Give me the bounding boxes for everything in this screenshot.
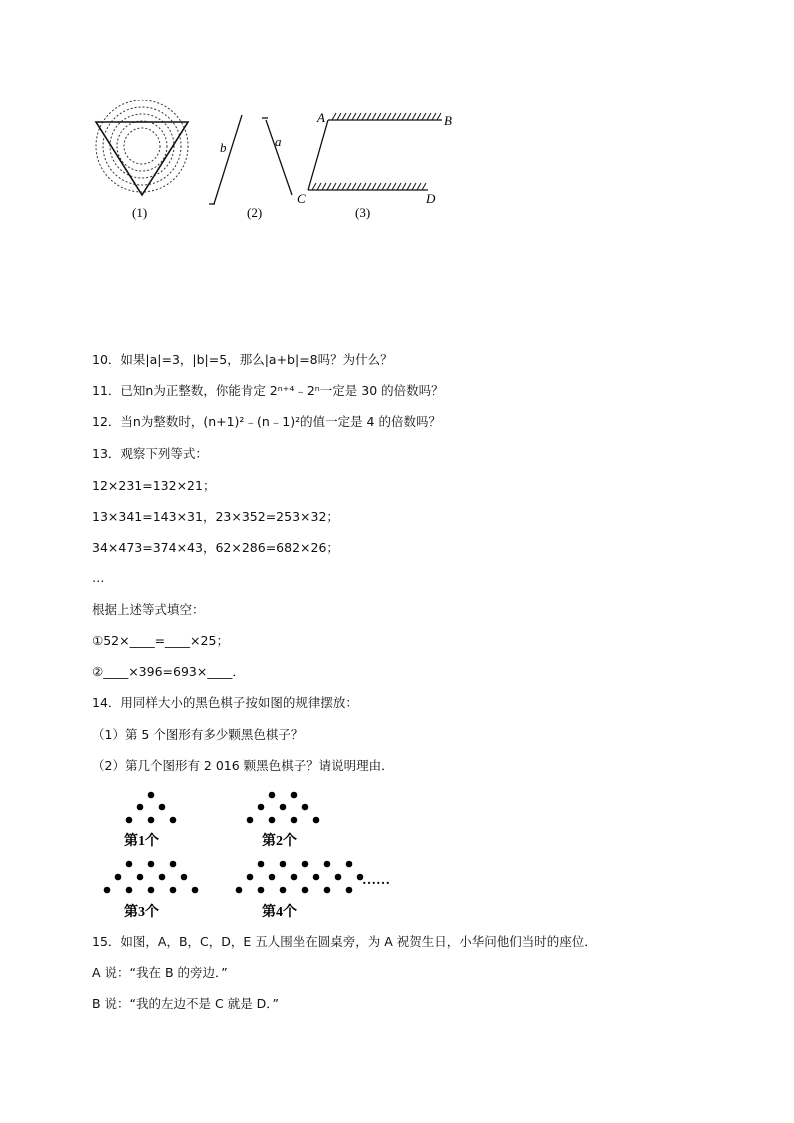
equation-row-2: 13×341=143×31，23×352=253×32； xyxy=(92,509,339,524)
figure-1-caption: (1) xyxy=(132,205,148,220)
figure-2-caption: (2) xyxy=(247,205,263,220)
statement-b: B 说：“我的左边不是 C 就是 D．” xyxy=(92,996,280,1011)
figure-3-caption: (3) xyxy=(355,205,371,220)
question-10: 10．如果|a|=3，|b|=5，那么|a+b|=8吗？为什么？ xyxy=(92,352,393,367)
ellipsis-line: … xyxy=(92,570,105,585)
chess-ellipsis: …… xyxy=(362,873,390,888)
fill-blank-2: ②____×396=693×____． xyxy=(92,664,245,679)
question-11: 11．已知n为正整数，你能肯定 2ⁿ⁺⁴﹣2ⁿ一定是 30 的倍数吗？ xyxy=(92,383,444,398)
question-14-part-2: （2）第几个图形有 2 016 颗黑色棋子？请说明理由． xyxy=(92,758,394,773)
figure-1-circles-triangle xyxy=(96,100,188,220)
question-15: 15．如图，A，B，C，D，E 五人围坐在圆桌旁，为 A 祝贺生日，小华问他们当时的座位． xyxy=(92,934,597,949)
chess-label-4: 第4个 xyxy=(262,905,297,920)
fill-blank-1: ①52×____=____×25； xyxy=(92,633,229,648)
top-figures xyxy=(92,100,462,225)
figure-3-point-b: B xyxy=(444,113,452,128)
question-14-part-1: （1）第 5 个图形有多少颗黑色棋子？ xyxy=(92,727,304,742)
equation-row-3: 34×473=374×43，62×286=682×26； xyxy=(92,540,339,555)
chess-pieces-figure xyxy=(92,786,412,922)
statement-a: A 说：“我在 B 的旁边．” xyxy=(92,965,228,980)
question-14: 14．用同样大小的黑色棋子按如图的规律摆放： xyxy=(92,695,358,710)
chess-label-3: 第3个 xyxy=(124,905,159,920)
equation-row-1: 12×231=132×21； xyxy=(92,478,216,493)
chess-label-1: 第1个 xyxy=(124,834,159,849)
figure-3-point-a: A xyxy=(317,110,325,125)
figure-3-point-c: C xyxy=(297,191,306,206)
question-12: 12．当n为整数时，(n+1)²﹣(n﹣1)²的值一定是 4 的倍数吗？ xyxy=(92,414,441,429)
figure-3-parallel-lines xyxy=(297,110,452,220)
figure-3-point-d: D xyxy=(426,191,436,206)
fill-blank-instruction: 根据上述等式填空： xyxy=(92,602,205,617)
question-13: 13．观察下列等式： xyxy=(92,446,208,461)
figure-2-label-a: a xyxy=(275,134,282,149)
chess-label-2: 第2个 xyxy=(262,834,297,849)
figure-2-label-b: b xyxy=(220,140,227,155)
figure-2-segments xyxy=(209,115,292,220)
